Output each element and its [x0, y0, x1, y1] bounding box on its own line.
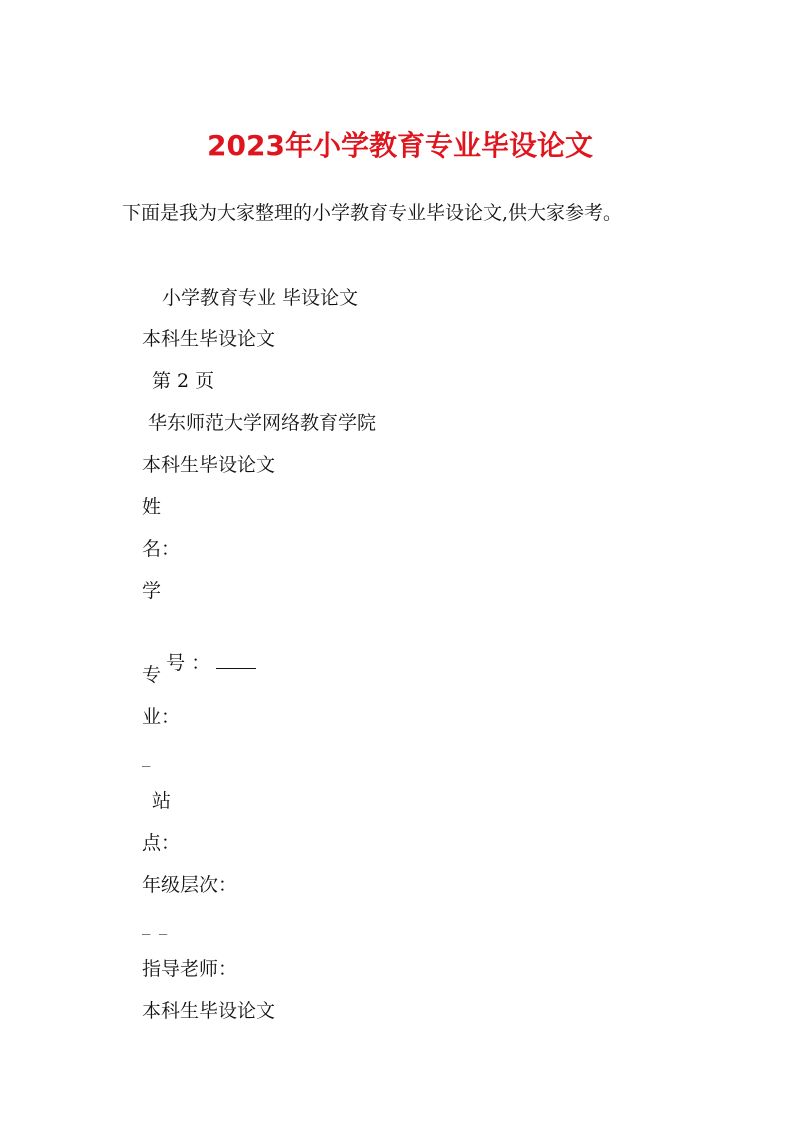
student-id-label-part2: 号 ：: [166, 652, 211, 674]
thesis-type-line-3: 本科生毕设论文: [142, 1000, 276, 1022]
thesis-subject-line: 小学教育专业 毕设论文: [162, 287, 359, 309]
thesis-type-line-2: 本科生毕设论文: [142, 454, 276, 476]
school-name-line: 华东师范大学网络教育学院: [148, 412, 377, 434]
name-label-part2: 名：: [142, 538, 181, 560]
grade-level-blank: _ _: [142, 919, 168, 935]
major-label-part2: 业：: [142, 706, 181, 728]
grade-level-label: 年级层次：: [142, 874, 238, 896]
student-id-label-part1: 学: [142, 580, 162, 602]
student-id-blank: [216, 654, 256, 669]
intro-paragraph: 下面是我为大家整理的小学教育专业毕设论文,供大家参考。: [122, 202, 623, 224]
page-title: 2023年小学教育专业毕设论文: [207, 129, 593, 162]
site-label-part2: 点：: [142, 832, 181, 854]
name-label-part1: 姓: [142, 496, 162, 518]
major-label-part1: 专: [142, 664, 162, 686]
major-blank: _: [142, 751, 151, 767]
site-label-part1: 站: [152, 790, 172, 812]
page-number-line: 第 2 页: [152, 370, 215, 392]
advisor-label: 指导老师：: [142, 958, 238, 980]
thesis-type-line: 本科生毕设论文: [142, 328, 276, 350]
